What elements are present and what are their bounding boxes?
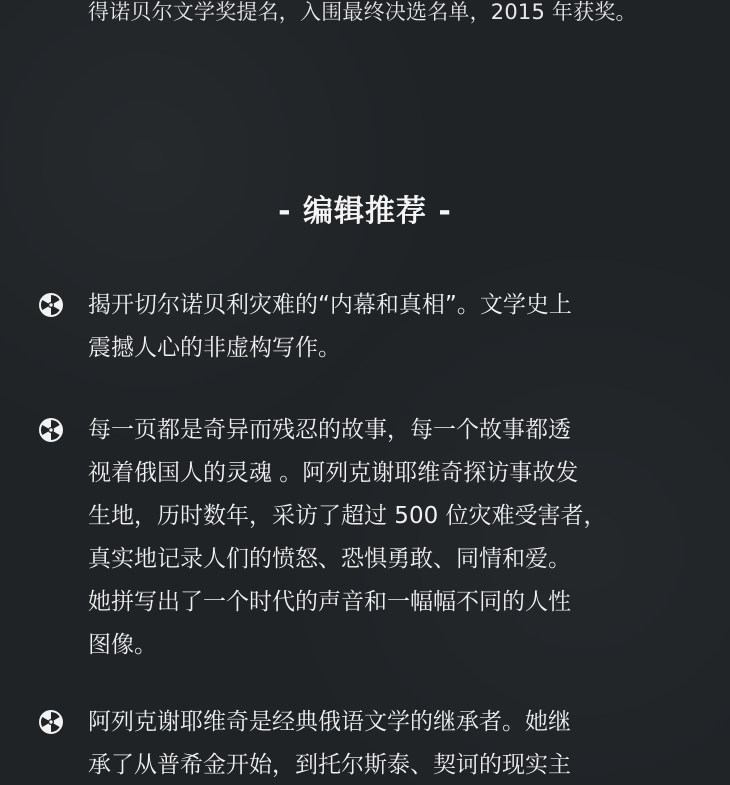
radiation-icon (38, 709, 64, 735)
recommendation-line: 承了从普希金开始，到托尔斯泰、契诃的现实主 (88, 752, 571, 778)
radiation-icon (38, 292, 64, 318)
recommendation-line: 阿列克谢耶维奇是经典俄语文学的继承者。她继 (88, 709, 571, 735)
recommendation-text-2 (88, 409, 688, 667)
recommendation-line: 她拼写出了一个时代的声音和一幅幅不同的人性 (88, 589, 571, 615)
section-title: - 编辑推荐 - (278, 194, 452, 229)
recommendation-line: 揭开切尔诺贝利灾难的“内幕和真相”。文学史上 (88, 292, 572, 318)
intro-text-fragment (88, 0, 688, 33)
recommendation-text-1 (88, 284, 688, 370)
radiation-icon (38, 417, 64, 443)
recommendation-line: 每一页都是奇异而残忍的故事，每一个故事都透 (88, 417, 571, 443)
recommendation-line: 震撼人心的非虚构写作。 (88, 335, 341, 361)
recommendation-text-3 (88, 701, 688, 785)
intro-text-line: 得诺贝尔文学奖提名，入围最终决选名单，2015 年获奖。 (88, 0, 637, 24)
recommendation-line: 生地，历时数年，采访了超过 500 位灾难受害者， (88, 503, 607, 529)
recommendation-line: 视着俄国人的灵魂 。阿列克谢耶维奇探访事故发 (88, 460, 579, 486)
recommendation-line: 真实地记录人们的愤怒、恐惧勇敢、同情和爱。 (88, 546, 571, 572)
recommendation-line: 图像。 (88, 632, 157, 658)
